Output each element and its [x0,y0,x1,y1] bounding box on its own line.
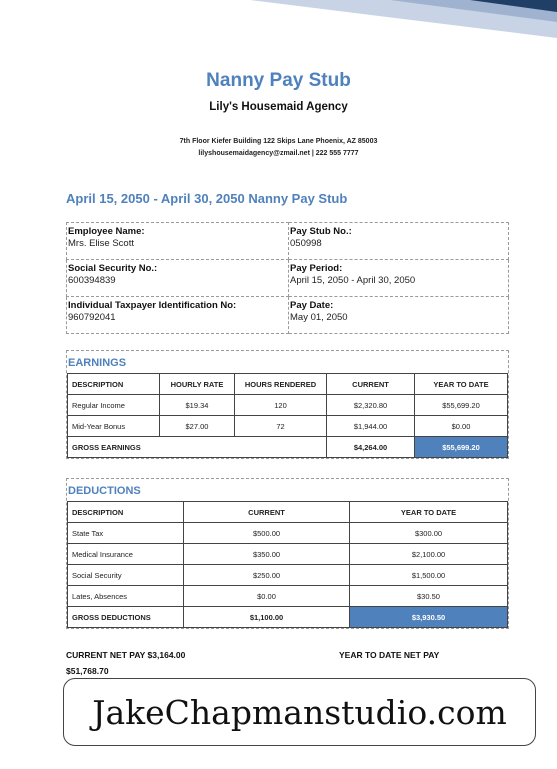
earnings-hours: 72 [235,416,327,437]
table-row [68,416,508,437]
deduction-current: $350.00 [184,544,350,565]
deduction-desc: Medical Insurance [68,544,184,565]
earnings-col-hours-rendered: HOURS RENDERED [235,374,327,395]
earnings-current: $2,320.80 [327,395,415,416]
pay-stub-no-cell [289,223,509,260]
earnings-ytd: $55,699.20 [415,395,508,416]
table-row [68,565,508,586]
earnings-current: $1,944.00 [327,416,415,437]
table-row [68,395,508,416]
pay-stub-no-label: Pay Stub No.: [290,226,352,237]
deductions-header-row [68,502,508,523]
pay-date-value: May 01, 2050 [290,312,348,323]
employee-name-label: Employee Name: [68,226,145,237]
ssn-label: Social Security No.: [68,263,158,274]
deductions-col-ytd: YEAR TO DATE [350,502,508,523]
deduction-desc: Lates, Absences [68,586,184,607]
earnings-col-ytd: YEAR TO DATE [415,374,508,395]
current-net-pay: CURRENT NET PAY $3,164.00 [66,650,186,660]
earnings-ytd: $0.00 [415,416,508,437]
corner-decoration [0,0,557,50]
earnings-header-row [68,374,508,395]
gross-deductions-ytd: $3,930.50 [350,607,508,628]
gross-deductions-current: $1,100.00 [184,607,350,628]
earnings-table [67,373,508,458]
earnings-desc: Regular Income [68,395,160,416]
deductions-col-description: DESCRIPTION [68,502,184,523]
deductions-col-current: CURRENT [184,502,350,523]
table-row [68,544,508,565]
pay-date-label: Pay Date: [290,300,334,311]
gross-earnings-label: GROSS EARNINGS [68,437,327,458]
gross-earnings-current: $4,264.00 [327,437,415,458]
agency-address: 7th Floor Kiefer Building 122 Skips Lane Phoenix, AZ 85003 [179,138,378,145]
earnings-section [66,350,509,459]
deduction-ytd: $2,100.00 [350,544,508,565]
ytd-net-pay-label: YEAR TO DATE NET PAY [339,650,440,660]
deductions-section [66,478,509,629]
pay-period-cell [289,260,509,297]
table-row [68,586,508,607]
pay-period-value: April 15, 2050 - April 30, 2050 [290,275,416,286]
employee-name-value: Mrs. Elise Scott [68,238,134,249]
itin-cell [67,297,289,334]
deduction-ytd: $300.00 [350,523,508,544]
earnings-col-current: CURRENT [327,374,415,395]
deduction-desc: State Tax [68,523,184,544]
earnings-desc: Mid-Year Bonus [68,416,160,437]
ssn-cell [67,260,289,297]
itin-value: 960792041 [68,312,116,323]
employee-info-table [66,222,509,334]
deductions-total-row [68,607,508,628]
ssn-value: 600394839 [68,275,116,286]
ytd-net-pay-value: $51,768.70 [66,666,109,676]
earnings-hours: 120 [235,395,327,416]
deduction-desc: Social Security [68,565,184,586]
pay-period-heading: April 15, 2050 - April 30, 2050 Nanny Pay Stub [66,191,348,206]
gross-deductions-label: GROSS DEDUCTIONS [68,607,184,628]
earnings-col-description: DESCRIPTION [68,374,160,395]
deductions-title: DEDUCTIONS [68,485,141,497]
deduction-ytd: $1,500.00 [350,565,508,586]
deductions-table [67,501,508,628]
earnings-total-row [68,437,508,458]
agency-name: Lily's Housemaid Agency [209,101,348,113]
earnings-rate: $19.34 [160,395,235,416]
earnings-col-hourly-rate: HOURLY RATE [160,374,235,395]
pay-period-label: Pay Period: [290,263,343,274]
document-title: Nanny Pay Stub [206,70,351,91]
gross-earnings-ytd: $55,699.20 [415,437,508,458]
deduction-ytd: $30.50 [350,586,508,607]
pay-stub-no-value: 050998 [290,238,322,249]
earnings-title: EARNINGS [68,357,127,369]
deduction-current: $0.00 [184,586,350,607]
deduction-current: $500.00 [184,523,350,544]
itin-label: Individual Taxpayer Identification No: [68,300,237,311]
earnings-rate: $27.00 [160,416,235,437]
agency-contact: lilyshousemaidagency@zmail.net | 222 555 7777 [198,150,359,157]
watermark-text: JakeChapmanstudio.com [92,692,507,732]
employee-name-cell [67,223,289,260]
watermark-banner [63,678,536,746]
pay-date-cell [289,297,509,334]
table-row [68,523,508,544]
deduction-current: $250.00 [184,565,350,586]
